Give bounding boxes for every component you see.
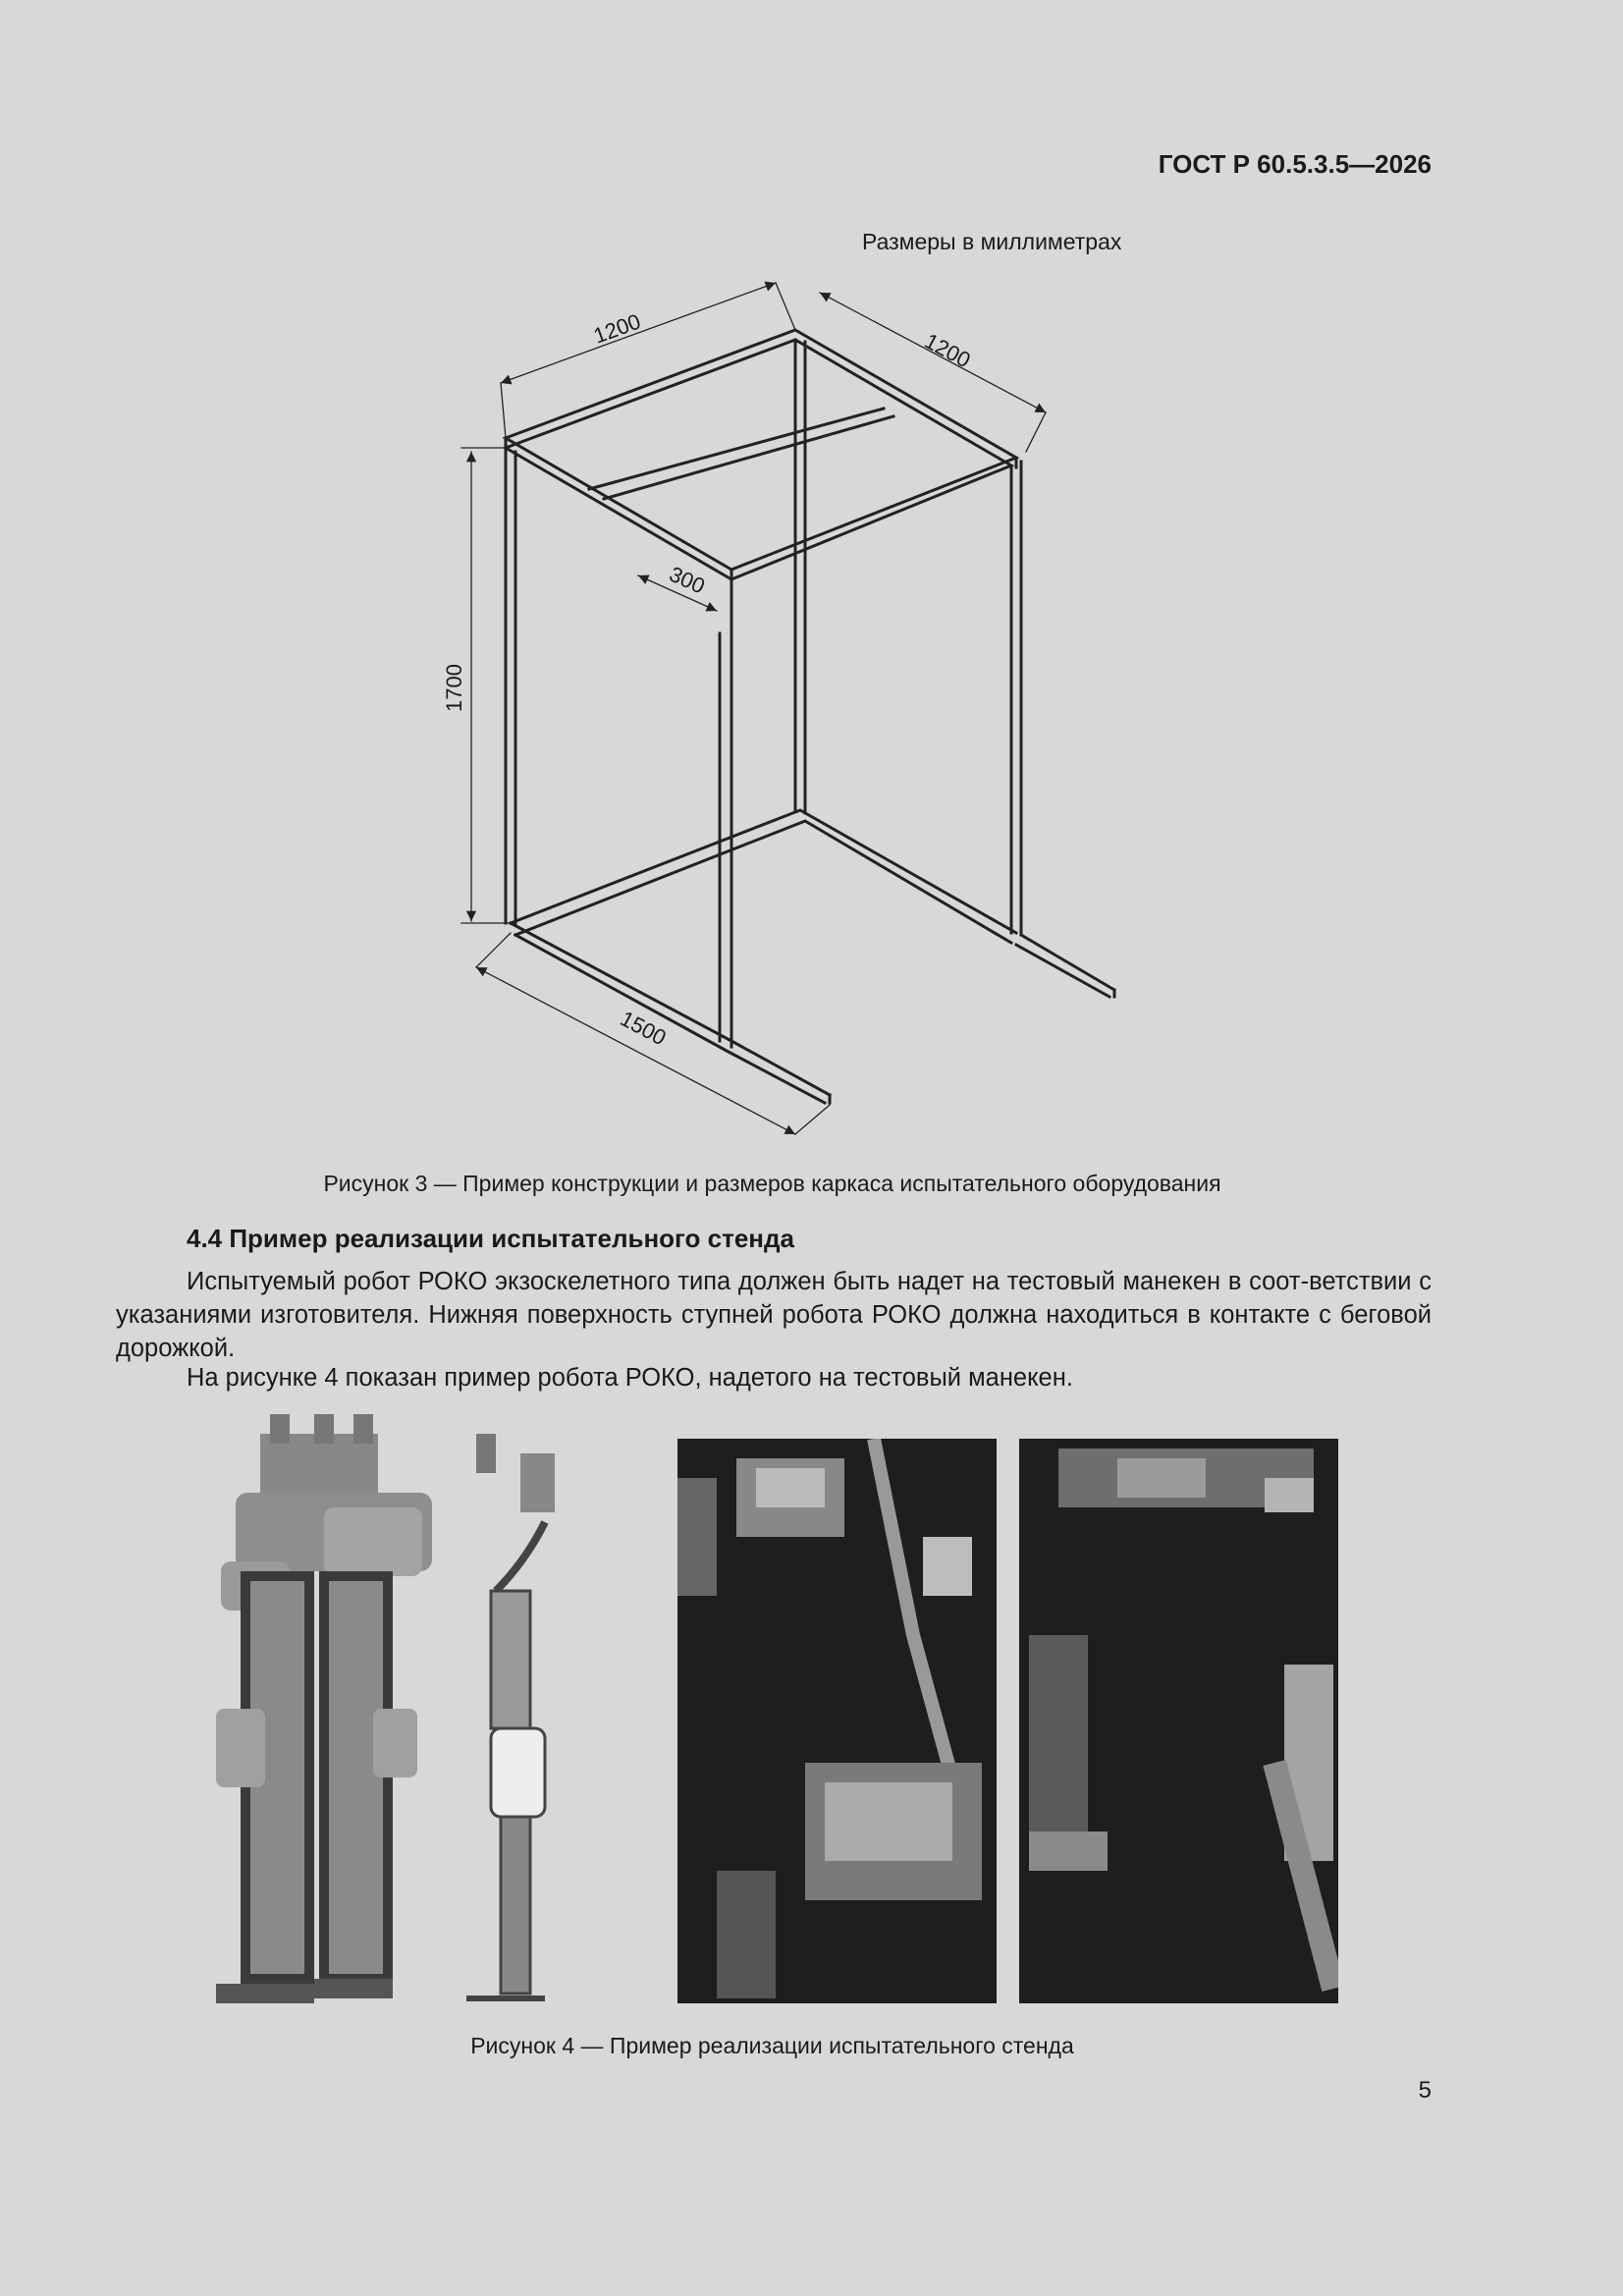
units-note: Размеры в миллиметрах — [862, 229, 1122, 254]
frame-posts — [506, 340, 1021, 1047]
dim-top-left: 1200 — [590, 308, 644, 349]
dimension-lines — [461, 283, 1046, 1134]
dim-top-right: 1200 — [920, 328, 975, 373]
frame-top — [506, 330, 1016, 579]
dim-offset: 300 — [665, 561, 709, 599]
frame-bottom — [511, 810, 1114, 1103]
section-heading: 4.4 Пример реализации испытательного стенда — [187, 1224, 794, 1253]
figure4-caption: Рисунок 4 — Пример реализации испытательного стенда — [470, 2033, 1074, 2058]
frame-drawing — [432, 265, 1139, 1159]
dim-bottom: 1500 — [616, 1006, 671, 1051]
document-code: ГОСТ Р 60.5.3.5—2026 — [1158, 149, 1432, 179]
paragraph: На рисунке 4 показан пример робота РОКО, надетого на тестовый манекен. — [187, 1364, 1073, 1392]
page-number: 5 — [1418, 2077, 1432, 2104]
exoskeleton-render — [206, 1414, 452, 2013]
figure3-caption: Рисунок 3 — Пример конструкции и размеров каркаса испытательного оборудования — [323, 1171, 1221, 1196]
exoskeleton-profile — [466, 1414, 604, 2013]
paragraph: Испытуемый робот РОКО экзоскелетного типа должен быть надет на тестовый манекен в соот-ветствии с указаниями изготовителя. Нижняя поверхность ступней робота РОКО должна находиться в контакте с беговой дорожкой. — [116, 1268, 1432, 1362]
test-stand-photo-left — [677, 1439, 997, 2003]
test-stand-photo-right — [1019, 1439, 1338, 2003]
figure4 — [206, 1414, 1345, 2013]
dim-height: 1700 — [442, 664, 466, 712]
